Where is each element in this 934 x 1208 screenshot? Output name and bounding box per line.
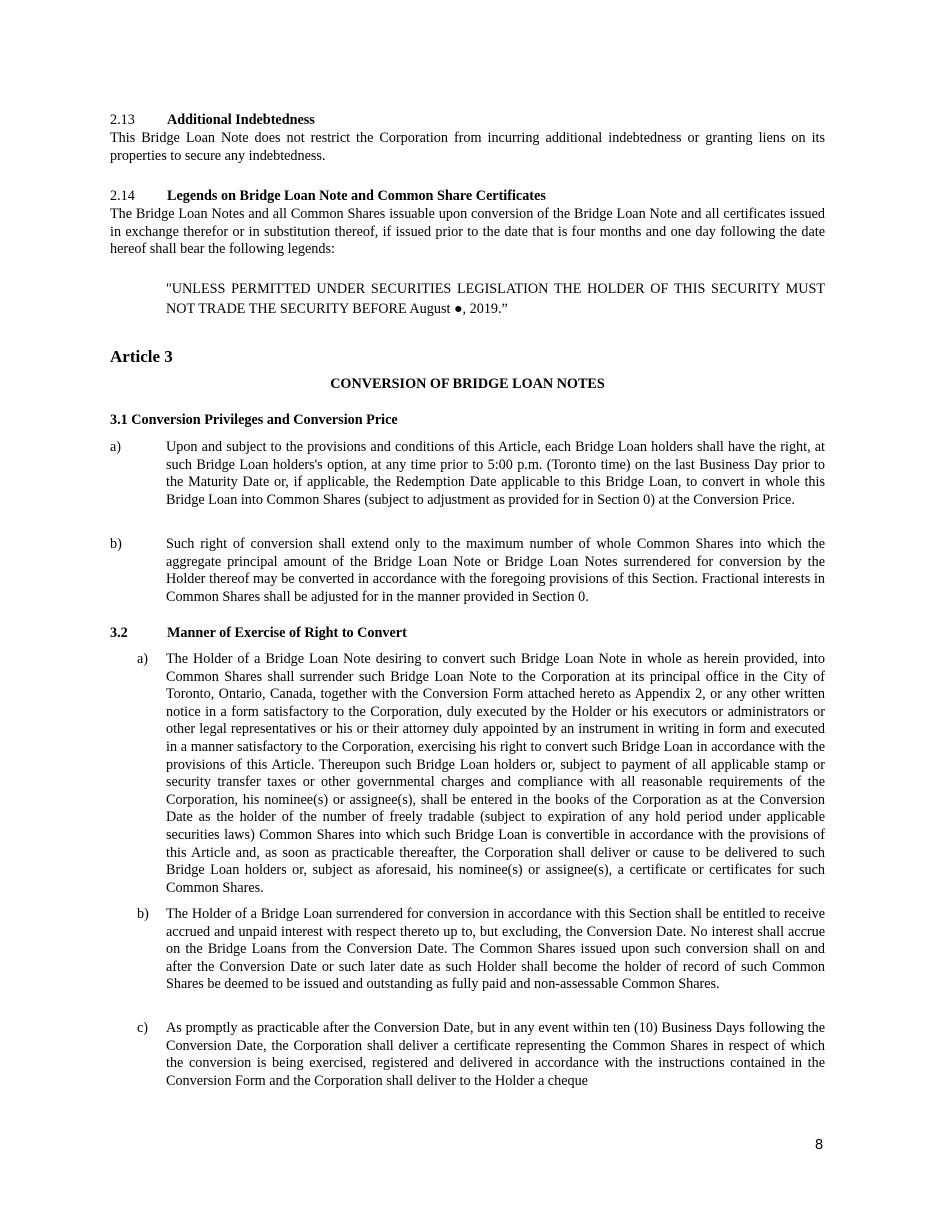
list-item-label: b) xyxy=(110,536,122,552)
list-item-text: Such right of conversion shall extend only to the maximum number of whole Common Shares into which the aggregate principal amount of the Bridge Loan Note or Bridge Loan Notes surrendered for conversion by the Holder thereof may be converted in accordance with the foregoing provisions of this Section. Fractional interests in Common Shares shall be adjusted for in the manner provided in Section 0. xyxy=(166,536,825,605)
section-title: Manner of Exercise of Right to Convert xyxy=(167,625,407,641)
list-item xyxy=(110,439,825,509)
list-item xyxy=(110,536,825,606)
list-item-label: a) xyxy=(110,439,122,455)
section-2-13-heading xyxy=(110,112,825,130)
list-item xyxy=(110,651,825,897)
section-number: 2.14 xyxy=(110,188,135,204)
section-2-14-body: The Bridge Loan Notes and all Common Shares issuable upon conversion of the Bridge Loan Note and all certificates issued in exchange therefor or in substitution thereof, if issued prior to the date that is four months and one day following the date hereof shall bear the following legends: xyxy=(110,206,825,258)
list-item-label: b) xyxy=(137,906,149,922)
list-item-text: Upon and subject to the provisions and conditions of this Article, each Bridge Loan holders shall have the right, at such Bridge Loan holders's option, at any time prior to 5:00 p.m. (Toronto time) on the last Business Day prior to the Maturity Date or, if applicable, the Redemption Date applicable to this Bridge Loan, to convert in whole this Bridge Loan into Common Shares (subject to adjustment as provided for in Section 0) at the Conversion Price. xyxy=(166,439,825,508)
section-title: Legends on Bridge Loan Note and Common Share Certificates xyxy=(167,188,546,204)
section-number: 3.2 xyxy=(110,625,128,641)
list-item xyxy=(110,1020,825,1090)
section-number: 2.13 xyxy=(110,112,135,128)
list-item xyxy=(110,906,825,994)
list-item-label: c) xyxy=(137,1020,149,1036)
section-3-1-heading: 3.1 Conversion Privileges and Conversion Price xyxy=(110,412,398,428)
list-item-label: a) xyxy=(137,651,149,667)
legend-quote: "UNLESS PERMITTED UNDER SECURITIES LEGISLATION THE HOLDER OF THIS SECURITY MUST NOT TRADE THE SECURITY BEFORE August ●, 2019.” xyxy=(166,281,825,317)
section-title: Additional Indebtedness xyxy=(167,112,315,128)
list-item-text: The Holder of a Bridge Loan surrendered for conversion in accordance with this Section shall be entitled to receive accrued and unpaid interest with respect thereto up to, but excluding, the Conversion Date. No interest shall accrue on the Bridge Loans from the Conversion Date. The Common Shares issued upon such conversion shall on and after the Conversion Date or such later date as such Holder shall become the holder of record of such Common Shares be deemed to be issued and outstanding as fully paid and non-assessable Common Shares. xyxy=(166,906,825,993)
article-title: CONVERSION OF BRIDGE LOAN NOTES xyxy=(330,376,605,392)
list-item-text: As promptly as practicable after the Conversion Date, but in any event within ten (10) Business Days following the Conversion Date, the Corporation shall deliver a certificate representing the Common Shares in respect of which the conversion is being exercised, registered and delivered in accordance with the instructions contained in the Conversion Form and the Corporation shall deliver to the Holder a cheque xyxy=(166,1020,825,1089)
list-item-text: The Holder of a Bridge Loan Note desiring to convert such Bridge Loan Note in whole as herein provided, into Common Shares shall surrender such Bridge Loan Note to the Corporation at its principal office in the City of Toronto, Ontario, Canada, together with the Conversion Form attached hereto as Appendix 2, or any other written notice in a form satisfactory to the Corporation, duly executed by the Holder or his executors or administrators or other legal representatives or his or their attorney duly appointed by an instrument in writing in form and executed in a manner satisfactory to the Corporation, exercising his right to convert such Bridge Loan in accordance with the provisions of this Article. Thereupon such Bridge Loan holders or, subject to payment of all applicable stamp or security transfer taxes or other governmental charges and compliance with all reasonable requirements of the Corporation, his nominee(s) or assignee(s), shall be entered in the books of the Corporation as at the Conversion Date as the holder of the number of freely tradable (subject to expiration of any hold period under applicable securities laws) Common Shares into which such Bridge Loan is convertible in accordance with the provisions of this Article and, as soon as practicable thereafter, the Corporation shall deliver or cause to be delivered to such Bridge Loan holders or, subject as aforesaid, his nominee(s) or assignee(s), a certificate or certificates for such Common Shares. xyxy=(166,651,825,896)
article-label: Article 3 xyxy=(110,347,173,366)
page-number: 8 xyxy=(815,1137,824,1153)
section-3-2-heading xyxy=(110,625,825,643)
section-2-13-body: This Bridge Loan Note does not restrict the Corporation from incurring additional indebtedness or granting liens on its properties to secure any indebtedness. xyxy=(110,130,825,164)
section-2-14-heading xyxy=(110,188,825,206)
